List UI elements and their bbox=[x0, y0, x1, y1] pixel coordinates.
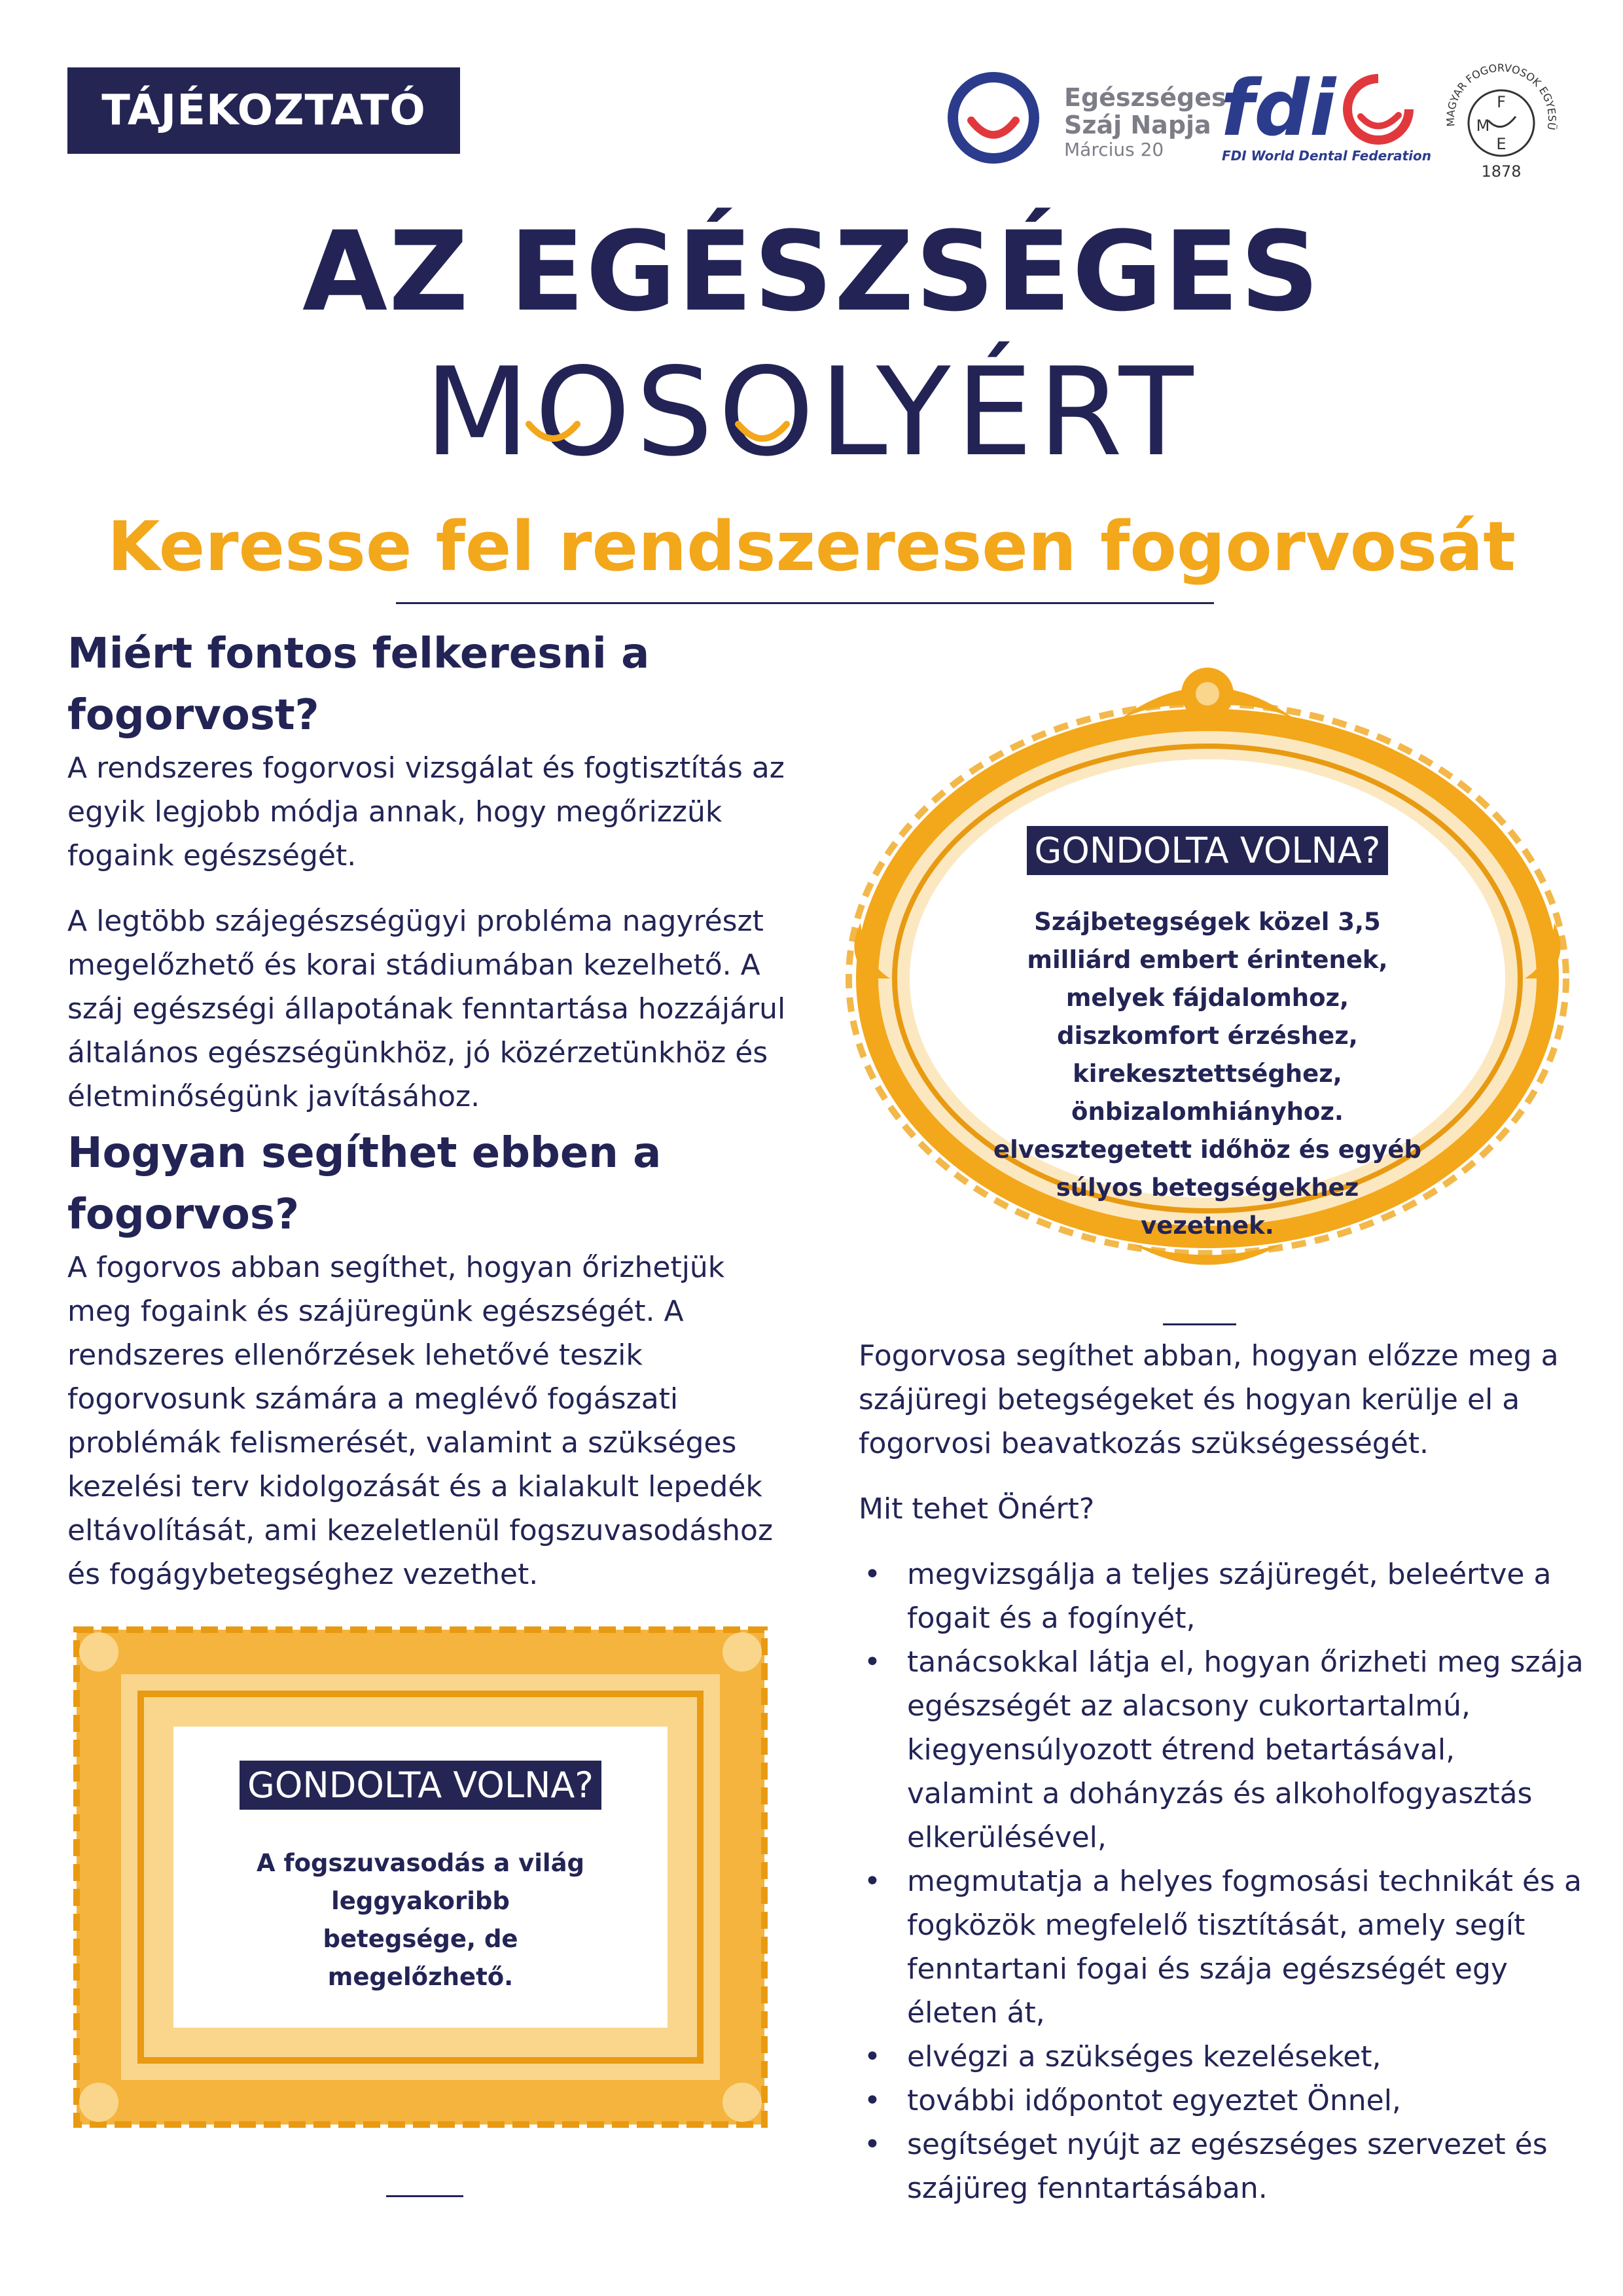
oral-health-day-logo bbox=[948, 65, 1226, 170]
info-badge: TÁJÉKOZTATÓ bbox=[67, 67, 460, 154]
svg-text:E: E bbox=[1496, 135, 1507, 153]
ohd-line2: Száj Napja bbox=[1064, 111, 1211, 139]
paragraph-what: Mit tehet Önért? bbox=[859, 1492, 1095, 1526]
fact-box-oval bbox=[831, 648, 1584, 1293]
smile-accent-icon bbox=[733, 419, 792, 452]
svg-text:MAGYAR FOGORVOSOK EGYESÜLETE: MAGYAR FOGORVOSOK EGYESÜ bbox=[1444, 62, 1559, 131]
svg-text:M: M bbox=[1476, 117, 1490, 135]
title-line2: MOSOLYÉRT bbox=[424, 341, 1199, 483]
fdi-wordmark: fdi bbox=[1221, 63, 1336, 153]
fdi-smile-icon bbox=[1342, 73, 1414, 145]
svg-text:F: F bbox=[1497, 93, 1506, 111]
title-divider bbox=[396, 602, 1214, 604]
list-item: • megmutatja a helyes fogmosási technikát és a fogközök megfelelő tisztítását, amely segít fenntartani fogai és szája egészségét egy életen át, bbox=[859, 1859, 1585, 2035]
title-line1: AZ EGÉSZSÉGES bbox=[302, 207, 1321, 336]
smile-circle-icon bbox=[948, 72, 1039, 164]
list-item: • további időpontot egyeztet Önnel, bbox=[859, 2079, 1585, 2123]
fact-box-rect-title: GONDOLTA VOLNA? bbox=[240, 1761, 601, 1810]
list-item: • segítséget nyújt az egészséges szervezet és szájüreg fenntartásában. bbox=[859, 2123, 1585, 2210]
heading-how: Hogyan segíthet ebben a fogorvos? bbox=[67, 1129, 662, 1239]
paragraph-how: A fogorvos abban segíthet, hogyan őrizhetjük meg fogaink és szájüregünk egészségét. A rendszeres ellenőrzések lehetővé teszik fogorvosunk számára a meglévő fogászati problémák felismerését, valamint a szükséges kezelési terv kidolgozását és a kialakult lepedék eltávolítását, ami kezeletlenül fogszuvasodáshoz és fogágybetegséghez vezethet. bbox=[67, 1251, 774, 1591]
list-item: • elvégzi a szükséges kezeléseket, bbox=[859, 2035, 1585, 2079]
mfe-seal bbox=[1437, 58, 1565, 186]
list-item: • tanácsokkal látja el, hogyan őrizheti meg szája egészségét az alacsony cukortartalmú, kiegyensúlyozott étrend betartásával, valamint a dohányzás és alkoholfogyasztás elkerülésével, bbox=[859, 1640, 1585, 1859]
fact-box-rect bbox=[69, 1622, 772, 2132]
help-list bbox=[859, 1552, 1585, 2210]
fact-box-rect-text: A fogszuvasodás a világ leggyakoribb betegsége, de megelőzhető. bbox=[256, 1849, 585, 1991]
right-column bbox=[859, 1334, 1585, 2210]
paragraph-help: Fogorvosa segíthet abban, hogyan előzze meg a szájüregi betegségeket és hogyan kerülje el a fogorvosi beavatkozás szükségességét. bbox=[859, 1339, 1559, 1460]
subtitle: Keresse fel rendszeresen fogorvosát bbox=[107, 507, 1516, 586]
short-divider bbox=[1163, 1323, 1236, 1325]
list-item: • megvizsgálja a teljes szájüregét, beleértve a fogait és a fogínyét, bbox=[859, 1552, 1585, 1640]
mfe-year: 1878 bbox=[1481, 162, 1522, 181]
left-column bbox=[67, 623, 800, 1596]
paragraph-why-2: A legtöbb szájegészségügyi probléma nagyrészt megelőzhető és korai stádiumában kezelhető. A száj egészségi állapotának fenntartása hozzájárul általános egészségünkhöz, jó közérzetünkhöz és életminőségünk javításához. bbox=[67, 905, 786, 1113]
fact-box-oval-title: GONDOLTA VOLNA? bbox=[1027, 826, 1389, 875]
fact-box-oval-text: Szájbetegségek közel 3,5 milliárd embert érintenek, melyek fájdalomhoz, diszkomfort érzéshez, kirekesztettséghez, önbizalomhiányhoz. elvesztegetett időhöz és egyéb súlyos betegségekhez vezetnek. bbox=[993, 908, 1421, 1240]
smile-accent-icon bbox=[524, 419, 582, 452]
ohd-line1: Egészséges bbox=[1064, 83, 1226, 112]
ohd-date: Március 20 bbox=[1064, 139, 1164, 160]
fdi-subtitle: FDI World Dental Federation bbox=[1222, 148, 1431, 164]
short-divider bbox=[386, 2195, 463, 2197]
heading-why: Miért fontos felkeresni a fogorvost? bbox=[67, 630, 650, 740]
fdi-logo bbox=[1221, 63, 1431, 170]
paragraph-why-1: A rendszeres fogorvosi vizsgálat és fogtisztítás az egyik legjobb módja annak, hogy megőrizzük fogaink egészségét. bbox=[67, 751, 785, 872]
